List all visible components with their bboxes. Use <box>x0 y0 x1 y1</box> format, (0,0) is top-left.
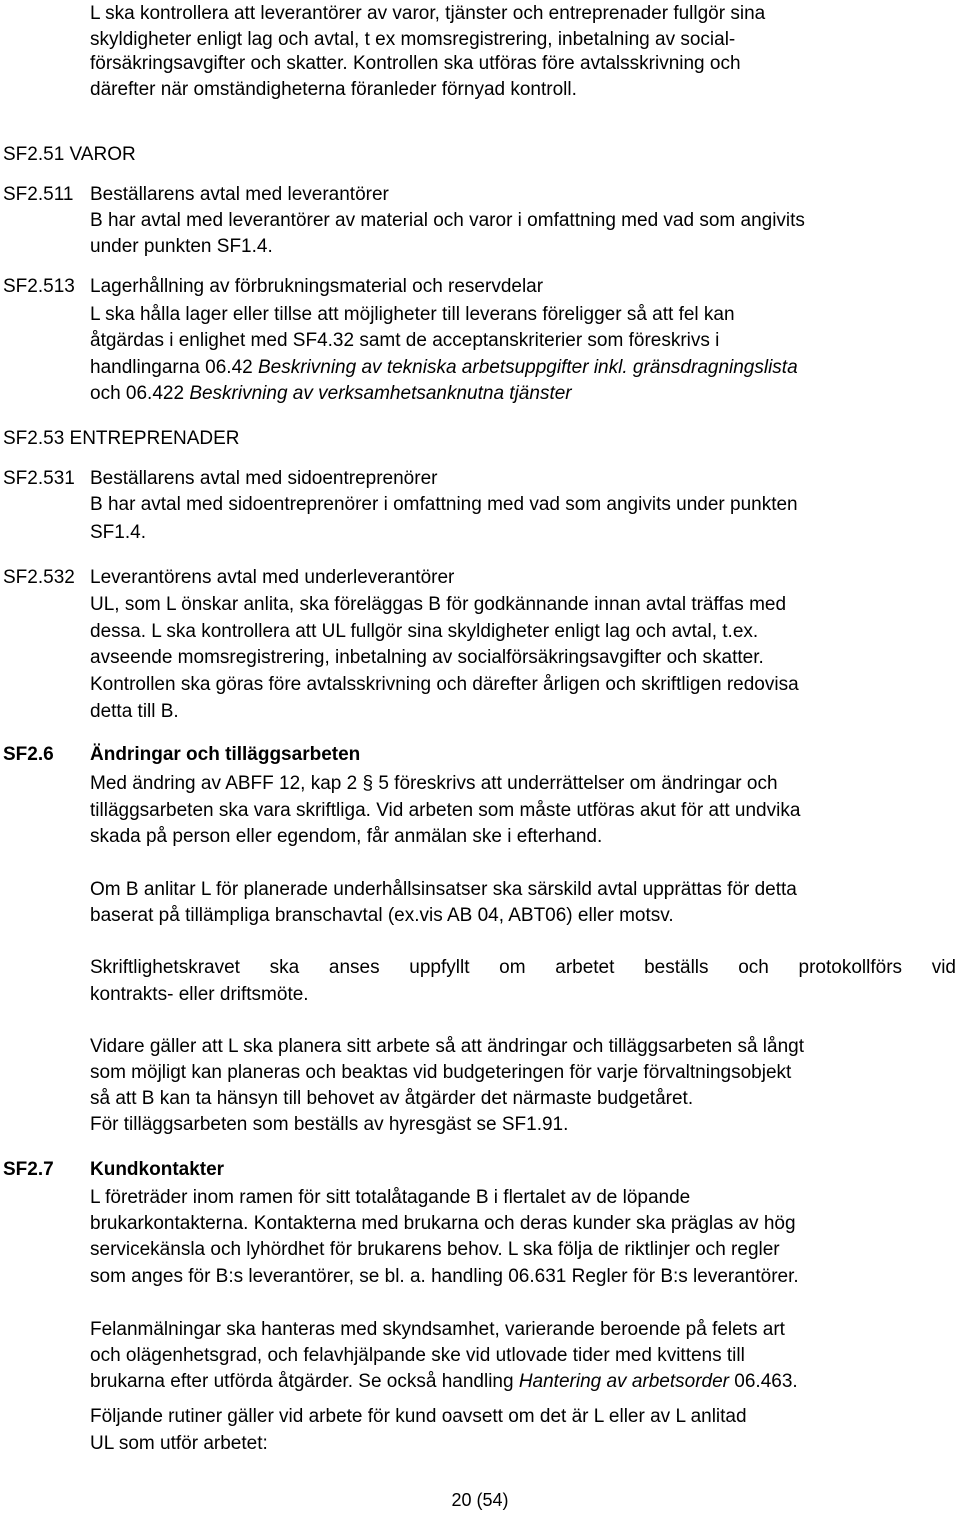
section-heading-entreprenader: SF2.53 ENTREPRENADER <box>3 428 240 449</box>
intro-line-4: därefter när omständigheterna föranleder förnyad kontroll. <box>90 79 577 100</box>
sf27-p2-line-2: och olägenhetsgrad, och felavhjälpande ske vid utlovade tider med kvittens till <box>90 1345 745 1366</box>
section-title-sf26: Ändringar och tilläggsarbeten <box>90 744 361 765</box>
section-number-sf2511: SF2.511 <box>3 184 74 205</box>
sf2513-line-2: åtgärdas i enlighet med SF4.32 samt de acceptanskriterier som föreskrivs i <box>90 330 720 351</box>
sf27-p2-line-3-text: brukarna efter utförda åtgärder. Se också handling <box>90 1371 519 1392</box>
section-title-sf2511: Beställarens avtal med leverantörer <box>90 184 389 205</box>
sf2513-doc-title-2: Beskrivning av verksamhetsanknutna tjänster <box>189 383 572 404</box>
sf26-p4-line-3: så att B kan ta hänsyn till behovet av åtgärder det närmaste budgetåret. <box>90 1088 694 1109</box>
sf2513-line-4 <box>90 381 572 407</box>
section-number-sf2532: SF2.532 <box>3 567 75 588</box>
sf2532-line-2: dessa. L ska kontrollera att UL fullgör sina skyldigheter enligt lag och avtal, t.ex. <box>90 621 759 642</box>
sf2532-line-5: detta till B. <box>90 701 179 722</box>
section-title-sf2513: Lagerhållning av förbrukningsmaterial och reservdelar <box>90 276 544 297</box>
section-title-sf27: Kundkontakter <box>90 1159 225 1180</box>
sf2513-doc-title-1: Beskrivning av tekniska arbetsuppgifter inkl. gränsdragningslista <box>257 357 798 378</box>
section-title-sf2532: Leverantörens avtal med underleverantörer <box>90 567 455 588</box>
sf27-p1-line-3: servicekänsla och lyhördhet för brukarens behov. L ska följa de riktlinjer och regler <box>90 1239 780 1260</box>
sf27-p3-line-2: UL som utför arbetet: <box>90 1433 268 1454</box>
sf26-p2-line-1: Om B anlitar L för planerade underhållsinsatser ska särskild avtal upprättas för detta <box>90 879 797 900</box>
sf2531-line-1: B har avtal med sidoentreprenörer i omfattning med vad som angivits under punkten <box>90 494 798 515</box>
sf26-p3-line-2: kontrakts- eller driftsmöte. <box>90 984 309 1005</box>
sf2513-line-4-text: och 06.422 <box>90 383 190 404</box>
sf2532-line-1: UL, som L önskar anlita, ska föreläggas B för godkännande innan avtal träffas med <box>90 594 787 615</box>
sf27-doc-number: 06.463. <box>729 1371 798 1392</box>
section-number-sf27: SF2.7 <box>3 1159 54 1180</box>
sf2532-line-4: Kontrollen ska göras före avtalsskrivning och därefter årligen och skriftligen redovisa <box>90 674 799 695</box>
sf27-p2-line-3 <box>90 1369 798 1395</box>
intro-line-2: skyldigheter enligt lag och avtal, t ex momsregistrering, inbetalning av social- <box>90 29 736 50</box>
sf27-p3-line-1: Följande rutiner gäller vid arbete för kund oavsett om det är L eller av L anlitad <box>90 1406 747 1427</box>
sf2531-line-2: SF1.4. <box>90 522 146 543</box>
sf2513-line-3 <box>90 355 798 381</box>
sf26-p3-line-1: Skriftlighetskravet ska anses uppfyllt om arbetet beställs och protokollförs vid <box>90 957 956 978</box>
sf2513-line-3-text: handlingarna 06.42 <box>90 357 258 378</box>
sf26-p2-line-2: baserat på tillämpliga branschavtal (ex.vis AB 04, ABT06) eller motsv. <box>90 905 674 926</box>
sf27-p1-line-4: som anges för B:s leverantörer, se bl. a. handling 06.631 Regler för B:s leverantörer. <box>90 1266 799 1287</box>
section-number-sf26: SF2.6 <box>3 744 54 765</box>
page-number: 20 (54) <box>451 1490 509 1510</box>
sf26-p1-line-1: Med ändring av ABFF 12, kap 2 § 5 föreskrivs att underrättelser om ändringar och <box>90 773 778 794</box>
sf2532-line-3: avseende momsregistrering, inbetalning av socialförsäkringsavgifter och skatter. <box>90 647 764 668</box>
section-number-sf2513: SF2.513 <box>3 276 75 297</box>
sf26-p4-line-1: Vidare gäller att L ska planera sitt arbete så att ändringar och tilläggsarbeten så långt <box>90 1036 804 1057</box>
sf26-p4-line-4: För tilläggsarbeten som beställs av hyresgäst se SF1.91. <box>90 1114 569 1135</box>
section-heading-varor: SF2.51 VAROR <box>3 144 136 165</box>
sf27-doc-title: Hantering av arbetsorder <box>518 1371 729 1392</box>
intro-line-3: försäkringsavgifter och skatter. Kontrollen ska utföras före avtalsskrivning och <box>90 53 741 74</box>
sf2511-line-1: B har avtal med leverantörer av material och varor i omfattning med vad som angivits <box>90 210 805 231</box>
sf27-p1-line-2: brukarkontakterna. Kontakterna med brukarna och deras kunder ska präglas av hög <box>90 1213 796 1234</box>
sf27-p1-line-1: L företräder inom ramen för sitt totalåtagande B i flertalet av de löpande <box>90 1187 691 1208</box>
sf26-p1-line-2: tilläggsarbeten ska vara skriftliga. Vid arbeten som måste utföras akut för att undvika <box>90 800 801 821</box>
sf26-p4-line-2: som möjligt kan planeras och beaktas vid budgeteringen för varje förvaltningsobjekt <box>90 1062 792 1083</box>
sf2511-line-2: under punkten SF1.4. <box>90 236 273 257</box>
section-title-sf2531: Beställarens avtal med sidoentreprenörer <box>90 468 438 489</box>
intro-line-1: L ska kontrollera att leverantörer av varor, tjänster och entreprenader fullgör sina <box>90 3 766 24</box>
sf26-p1-line-3: skada på person eller egendom, får anmälan ske i efterhand. <box>90 826 603 847</box>
section-number-sf2531: SF2.531 <box>3 468 75 489</box>
sf27-p2-line-1: Felanmälningar ska hanteras med skyndsamhet, varierande beroende på felets art <box>90 1319 785 1340</box>
sf2513-line-1: L ska hålla lager eller tillse att möjligheter till leverans föreligger så att fel kan <box>90 304 735 325</box>
